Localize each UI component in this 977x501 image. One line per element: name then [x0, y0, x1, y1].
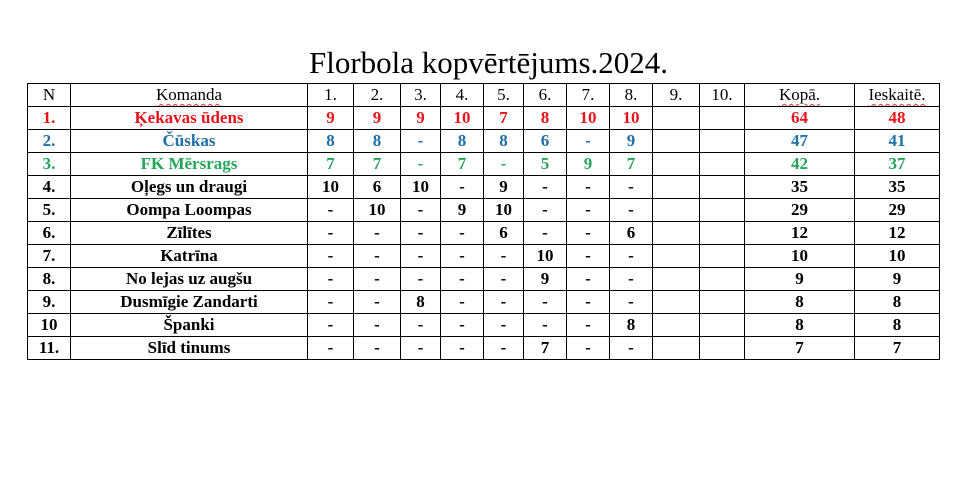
table-row	[28, 107, 940, 130]
header-row	[28, 84, 940, 107]
table-row	[28, 245, 940, 268]
team-name-cell: Slīd tinums	[71, 337, 308, 360]
round-score-cell: 7	[610, 153, 653, 176]
total-cell: 12	[745, 222, 855, 245]
header-counted	[855, 84, 940, 107]
round-score-cell: 8	[524, 107, 567, 130]
round-score-cell: -	[524, 314, 567, 337]
counted-cell: 9	[855, 268, 940, 291]
round-score-cell: -	[401, 153, 441, 176]
header-n: N	[28, 84, 71, 107]
round-score-cell: 9	[524, 268, 567, 291]
round-score-cell: -	[567, 337, 610, 360]
team-name-cell: Katrīna	[71, 245, 308, 268]
round-score-cell: -	[441, 268, 484, 291]
round-score-cell: -	[441, 222, 484, 245]
team-name-cell: No lejas uz augšu	[71, 268, 308, 291]
round-score-cell: -	[610, 245, 653, 268]
round-score-cell: 10	[567, 107, 610, 130]
round-score-cell: -	[401, 314, 441, 337]
round-score-cell	[700, 337, 745, 360]
round-score-cell: -	[401, 245, 441, 268]
round-score-cell: -	[354, 314, 401, 337]
rank-cell: 4.	[28, 176, 71, 199]
round-score-cell: 7	[524, 337, 567, 360]
round-score-cell: 7	[484, 107, 524, 130]
team-name-cell: Oļegs un draugi	[71, 176, 308, 199]
round-score-cell: -	[484, 268, 524, 291]
round-score-cell: -	[441, 314, 484, 337]
total-cell: 29	[745, 199, 855, 222]
counted-cell: 41	[855, 130, 940, 153]
total-cell: 7	[745, 337, 855, 360]
round-score-cell: -	[441, 291, 484, 314]
round-score-cell: -	[567, 245, 610, 268]
round-score-cell: 8	[308, 130, 354, 153]
round-score-cell	[653, 199, 700, 222]
team-name-cell: Španki	[71, 314, 308, 337]
counted-cell: 10	[855, 245, 940, 268]
round-score-cell: -	[308, 222, 354, 245]
total-cell: 8	[745, 291, 855, 314]
round-score-cell: -	[567, 199, 610, 222]
round-score-cell: -	[308, 314, 354, 337]
rank-cell: 7.	[28, 245, 71, 268]
counted-cell: 8	[855, 291, 940, 314]
round-score-cell	[653, 268, 700, 291]
round-score-cell	[700, 245, 745, 268]
header-round: 4.	[441, 84, 484, 107]
round-score-cell: 10	[524, 245, 567, 268]
total-cell: 47	[745, 130, 855, 153]
round-score-cell: 8	[610, 314, 653, 337]
round-score-cell	[653, 337, 700, 360]
total-cell: 64	[745, 107, 855, 130]
total-cell: 10	[745, 245, 855, 268]
round-score-cell: -	[308, 268, 354, 291]
round-score-cell: -	[610, 337, 653, 360]
round-score-cell: -	[354, 268, 401, 291]
round-score-cell: 6	[610, 222, 653, 245]
round-score-cell	[700, 268, 745, 291]
round-score-cell: 10	[401, 176, 441, 199]
round-score-cell: 10	[441, 107, 484, 130]
round-score-cell: -	[308, 291, 354, 314]
total-cell: 42	[745, 153, 855, 176]
round-score-cell	[653, 291, 700, 314]
round-score-cell: -	[401, 130, 441, 153]
standings-table	[27, 83, 940, 360]
table-row	[28, 222, 940, 245]
rank-cell: 8.	[28, 268, 71, 291]
rank-cell: 5.	[28, 199, 71, 222]
round-score-cell: -	[610, 199, 653, 222]
round-score-cell: 7	[354, 153, 401, 176]
counted-cell: 29	[855, 199, 940, 222]
round-score-cell: 5	[524, 153, 567, 176]
round-score-cell: 7	[441, 153, 484, 176]
team-name-cell: FK Mērsrags	[71, 153, 308, 176]
round-score-cell	[653, 245, 700, 268]
round-score-cell	[700, 107, 745, 130]
rank-cell: 6.	[28, 222, 71, 245]
round-score-cell: -	[401, 337, 441, 360]
counted-cell: 8	[855, 314, 940, 337]
total-cell: 9	[745, 268, 855, 291]
round-score-cell	[653, 314, 700, 337]
round-score-cell: -	[441, 245, 484, 268]
counted-cell: 37	[855, 153, 940, 176]
round-score-cell: 8	[354, 130, 401, 153]
total-cell: 8	[745, 314, 855, 337]
table-row	[28, 291, 940, 314]
round-score-cell	[653, 130, 700, 153]
table-row	[28, 199, 940, 222]
round-score-cell: -	[524, 199, 567, 222]
round-score-cell: 10	[484, 199, 524, 222]
round-score-cell: -	[567, 291, 610, 314]
header-round: 9.	[653, 84, 700, 107]
round-score-cell: -	[484, 291, 524, 314]
round-score-cell: 10	[610, 107, 653, 130]
rank-cell: 11.	[28, 337, 71, 360]
header-round: 10.	[700, 84, 745, 107]
round-score-cell: 9	[567, 153, 610, 176]
round-score-cell	[700, 130, 745, 153]
header-round: 7.	[567, 84, 610, 107]
round-score-cell: -	[401, 199, 441, 222]
header-round: 6.	[524, 84, 567, 107]
round-score-cell	[700, 176, 745, 199]
round-score-cell: -	[610, 268, 653, 291]
round-score-cell: -	[567, 222, 610, 245]
header-team-label: Komanda	[155, 85, 223, 104]
header-round: 5.	[484, 84, 524, 107]
round-score-cell: -	[308, 199, 354, 222]
round-score-cell: 9	[610, 130, 653, 153]
round-score-cell: 10	[354, 199, 401, 222]
round-score-cell: 6	[354, 176, 401, 199]
table-row	[28, 153, 940, 176]
table-row	[28, 130, 940, 153]
table-row	[28, 337, 940, 360]
team-name-cell: Zīlītes	[71, 222, 308, 245]
round-score-cell	[700, 153, 745, 176]
team-name-cell: Ķekavas ūdens	[71, 107, 308, 130]
round-score-cell	[653, 176, 700, 199]
round-score-cell: -	[484, 245, 524, 268]
counted-cell: 35	[855, 176, 940, 199]
round-score-cell	[700, 222, 745, 245]
round-score-cell: -	[354, 337, 401, 360]
round-score-cell	[700, 291, 745, 314]
round-score-cell	[653, 222, 700, 245]
rank-cell: 1.	[28, 107, 71, 130]
round-score-cell: -	[567, 130, 610, 153]
header-round: 1.	[308, 84, 354, 107]
team-name-cell: Dusmīgie Zandarti	[71, 291, 308, 314]
total-cell: 35	[745, 176, 855, 199]
round-score-cell: -	[441, 176, 484, 199]
round-score-cell: -	[441, 337, 484, 360]
round-score-cell: 7	[308, 153, 354, 176]
rank-cell: 2.	[28, 130, 71, 153]
rank-cell: 10	[28, 314, 71, 337]
round-score-cell: -	[308, 337, 354, 360]
round-score-cell: -	[354, 245, 401, 268]
header-counted-label: Ieskaitē.	[868, 85, 926, 104]
round-score-cell: 9	[484, 176, 524, 199]
team-name-cell: Oompa Loompas	[71, 199, 308, 222]
header-team	[71, 84, 308, 107]
round-score-cell: 6	[484, 222, 524, 245]
table-row	[28, 176, 940, 199]
round-score-cell: -	[484, 314, 524, 337]
counted-cell: 12	[855, 222, 940, 245]
team-name-cell: Čūskas	[71, 130, 308, 153]
round-score-cell: 8	[441, 130, 484, 153]
round-score-cell: -	[567, 268, 610, 291]
round-score-cell: -	[567, 314, 610, 337]
rank-cell: 3.	[28, 153, 71, 176]
round-score-cell: -	[484, 337, 524, 360]
round-score-cell: -	[354, 291, 401, 314]
header-round: 2.	[354, 84, 401, 107]
round-score-cell	[653, 153, 700, 176]
round-score-cell	[700, 314, 745, 337]
round-score-cell: -	[610, 291, 653, 314]
header-round: 8.	[610, 84, 653, 107]
header-total-label: Kopā.	[778, 85, 821, 104]
counted-cell: 48	[855, 107, 940, 130]
round-score-cell: 9	[401, 107, 441, 130]
round-score-cell: 9	[354, 107, 401, 130]
round-score-cell	[653, 107, 700, 130]
round-score-cell: 6	[524, 130, 567, 153]
table-row	[28, 314, 940, 337]
round-score-cell: 8	[484, 130, 524, 153]
rank-cell: 9.	[28, 291, 71, 314]
counted-cell: 7	[855, 337, 940, 360]
round-score-cell: 9	[308, 107, 354, 130]
round-score-cell: -	[610, 176, 653, 199]
round-score-cell: -	[354, 222, 401, 245]
round-score-cell: -	[308, 245, 354, 268]
round-score-cell: -	[524, 176, 567, 199]
round-score-cell: -	[524, 291, 567, 314]
round-score-cell: -	[524, 222, 567, 245]
round-score-cell: 10	[308, 176, 354, 199]
table-row	[28, 268, 940, 291]
round-score-cell: -	[484, 153, 524, 176]
round-score-cell	[700, 199, 745, 222]
header-round: 3.	[401, 84, 441, 107]
round-score-cell: 9	[441, 199, 484, 222]
round-score-cell: -	[401, 222, 441, 245]
header-total	[745, 84, 855, 107]
page-title: Florbola kopvērtējums.2024.	[308, 45, 669, 80]
round-score-cell: -	[401, 268, 441, 291]
round-score-cell: -	[567, 176, 610, 199]
round-score-cell: 8	[401, 291, 441, 314]
